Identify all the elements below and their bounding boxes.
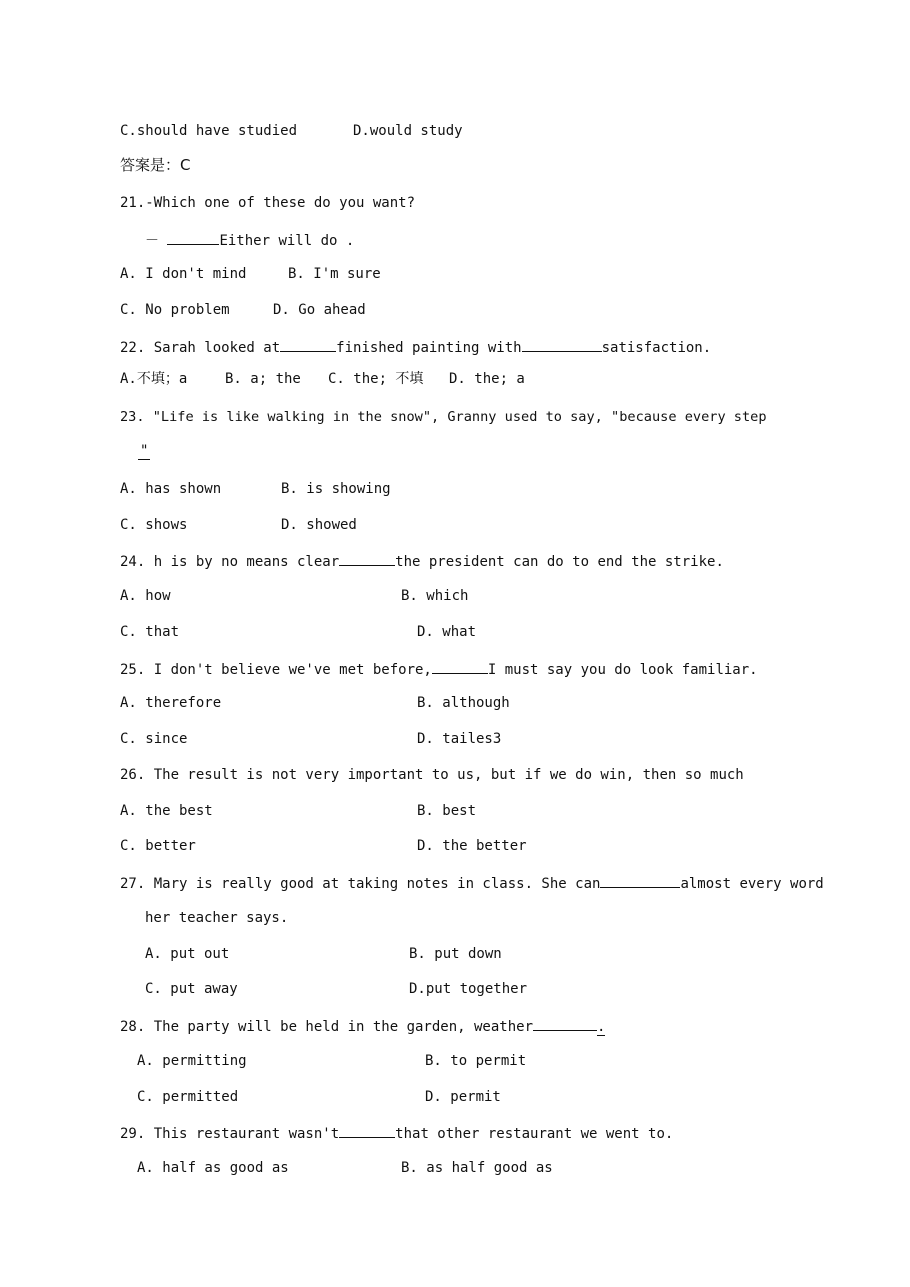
question-22-stem [120, 337, 711, 357]
option-d: D. Go ahead [273, 302, 366, 318]
option-b: B. although [417, 695, 510, 711]
option-c: C. No problem [120, 302, 230, 318]
option-a: A. the best [120, 803, 213, 819]
answer-line: 答案是：C [120, 156, 191, 174]
text: 27. Mary is really good at taking notes in class. She can [120, 876, 601, 892]
option-b: B. a; the [225, 371, 301, 387]
question-21-stem: 21.-Which one of these do you want? [120, 195, 416, 211]
option-a: A. how [120, 588, 171, 604]
option-a: A. permitting [137, 1053, 247, 1069]
option-c: C. since [120, 731, 188, 747]
text: 25. I don't believe we've met before, [120, 662, 432, 678]
option-b: B. as half good as [401, 1160, 553, 1176]
text: 28. The party will be held in the garden, weather [120, 1019, 534, 1035]
option-c: C. the; 不填 [328, 371, 424, 387]
option-a: A. has shown [120, 481, 222, 497]
option-b: B. which [401, 588, 469, 604]
text: that other restaurant we went to. [395, 1126, 674, 1142]
option-d: D. tailes3 [417, 731, 502, 747]
question-28-stem [120, 1016, 605, 1036]
text: almost every word [680, 876, 824, 892]
quote-mark: " [140, 443, 149, 459]
option-a: A. put out [145, 946, 230, 962]
option-b: B. best [417, 803, 477, 819]
answer-blank [533, 1016, 597, 1031]
answer-blank [339, 551, 395, 566]
option-b: B. is showing [281, 481, 391, 497]
question-21-line2 [145, 230, 354, 250]
option-a: A. therefore [120, 695, 222, 711]
option-c: C. that [120, 624, 180, 640]
option-a: A.不填；a [120, 371, 188, 387]
answer-blank [432, 659, 488, 674]
question-27-cont: her teacher says. [145, 910, 289, 926]
question-26-stem: 26. The result is not very important to us, but if we do win, then so much [120, 767, 744, 783]
text: I must say you do look familiar. [487, 662, 758, 678]
question-29-stem [120, 1123, 673, 1143]
answer-blank [280, 337, 336, 352]
option-a: A. I don't mind [120, 266, 247, 282]
option-b: B. I'm sure [288, 266, 381, 282]
option-d: D. showed [281, 517, 357, 533]
option-c: C. put away [145, 981, 238, 997]
text: satisfaction. [601, 340, 712, 356]
option-c: C. permitted [137, 1089, 239, 1105]
option-c: C. better [120, 838, 196, 854]
question-23-cont [138, 442, 150, 460]
option-d: D.would study [353, 123, 463, 139]
answer-blank [522, 337, 602, 352]
option-d: D. permit [425, 1089, 501, 1105]
question-24-stem [120, 551, 724, 571]
option-d: D. the; a [449, 371, 525, 387]
text: Either will do . [219, 233, 355, 249]
option-d: D.put together [409, 981, 528, 997]
answer-blank [167, 230, 219, 245]
text: 24. h is by no means clear [120, 554, 340, 570]
text: the president can do to end the strike. [395, 554, 724, 570]
option-b: B. to permit [425, 1053, 527, 1069]
question-27-stem [120, 873, 824, 893]
text: . [597, 1019, 606, 1035]
question-23-stem: 23. "Life is like walking in the snow", Granny used to say, "because every step [120, 409, 767, 425]
option-d: D. the better [417, 838, 527, 854]
dash: － [145, 233, 159, 249]
option-b: B. put down [409, 946, 502, 962]
text: 29. This restaurant wasn't [120, 1126, 340, 1142]
answer-blank [339, 1123, 395, 1138]
option-d: D. what [417, 624, 477, 640]
question-25-stem [120, 659, 758, 679]
answer-blank [600, 873, 680, 888]
text: finished painting with [336, 340, 522, 356]
option-c: C.should have studied [120, 123, 298, 139]
text: 22. Sarah looked at [120, 340, 281, 356]
option-c: C. shows [120, 517, 188, 533]
option-a: A. half as good as [137, 1160, 289, 1176]
